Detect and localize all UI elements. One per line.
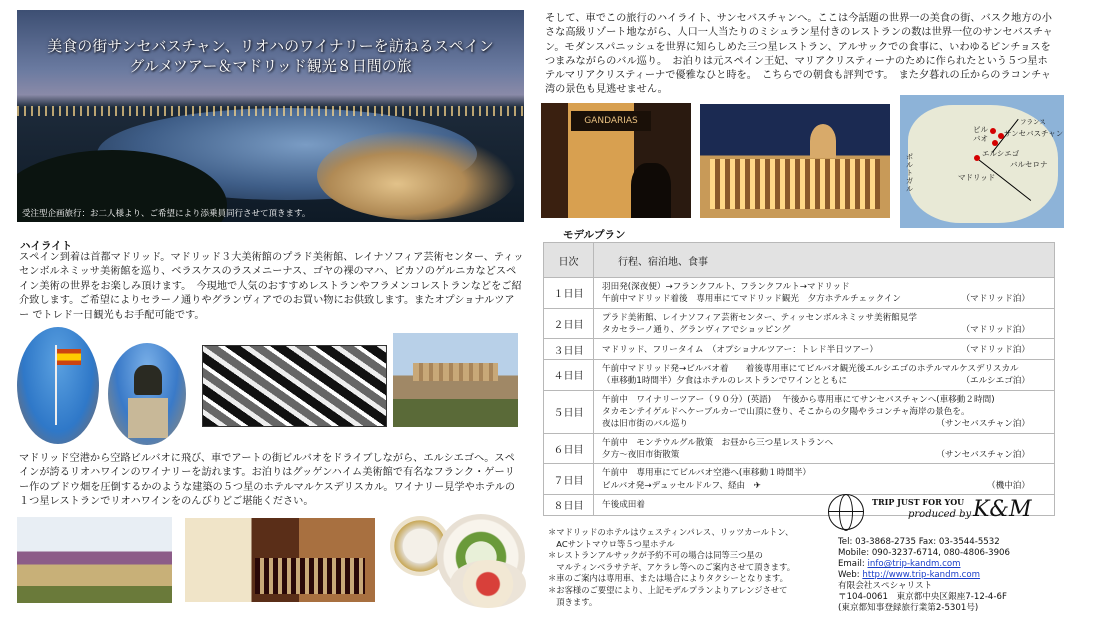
itinerary-text: タカセラーノ通り、グランヴィアでショッピング [602,324,791,335]
hero-note: 受注型企画旅行：お二人様より、ご希望により添乗員同行させて頂きます。 [22,209,311,219]
company-license: (東京都知事登録旅行業第2-5301号) [838,603,979,613]
overnight-stay: （機中泊） [987,480,1030,491]
map-label-sansebastian: サンセバスチャン [1004,129,1064,138]
hero-title-line1: 美食の街サンセバスチャン、リオハのワイナリーを訪ねるスペイン [47,37,494,55]
plan-title: モデルプラン [563,229,626,241]
note-line: ACサントマウロ等５つ星ホテル [548,538,675,549]
itinerary-line [602,418,1048,430]
note-line: ＊お客様のご要望により、上記モデルプランよりアレンジさせて [548,584,788,595]
bilbao-text: マドリッド空港から空路ビルバオに飛び、車でアートの街ビルバオをドライブしながら、エルシエゴへ。スペインが誇るリオハワインのワイナリーを訪れます。お泊りはグッゲンハイム美術館で有名なフランク・ゲーリー作のブドウ畑を圧倒するかのような建築の５つ星のホテルマルケスデリスカル。ワイナリー見学やホテルの１つ星レストランでリオハワインをのんびりどご堪能ください。 [19,453,516,508]
logo-line1: TRIP JUST FOR YOU [872,497,965,507]
map-label-france: フランス [1020,118,1046,126]
bar-sign: GANDARIAS [571,111,651,131]
itinerary-text: 午前中 モンテウルグル散策 お昼から三つ星レストランへ [602,437,834,448]
overnight-stay [1030,394,1048,406]
photo-pintxos-bar [541,103,691,218]
itinerary-line [602,363,1048,375]
note-line: ＊マドリッドのホテルはウェスティンパレス、リッツカールトン、 [548,527,794,537]
day-cell: １日目 [544,278,594,309]
photo-hotel-maria-cristina [700,104,890,218]
day-cell: ７日目 [544,464,594,495]
header-day: 日次 [544,243,594,278]
itinerary-cell [594,433,1055,464]
highlight-body: スペイン到着は首都マドリッド。マドリッド３大美術館のプラド美術館、レイナソフィア芸術センター、ティッセンボルネミッサ美術館を巡り、ベラスケスのラスメニーナス、ゴヤの裸のマハ、ピカソのゲルニカなどスペイン美術の世界をお楽しみ頂けます。 今現地で人気のおすすめレストランやフラメンコレストランなどをご紹介致します。ご希望によりセラーノ通りやグランヴィアでのお買い物にお供致します。またオプショナルツアー でトレド一日観光もお手配可能です。 [19,252,524,321]
logo-mark: K&M [973,497,1032,522]
day-cell: ２日目 [544,308,594,339]
itinerary-text: マドリッド、フリータイム （オプショナルツアー：トレド半日ツアー） [602,344,878,355]
itinerary-line [602,293,1048,305]
map-spain-route [900,95,1064,228]
email-link[interactable]: info@trip-kandm.com [867,559,961,569]
itinerary-line [602,480,1048,492]
hero-photo-san-sebastian [17,10,524,222]
itinerary-cell [594,278,1055,309]
itinerary-line [602,394,1048,406]
itinerary-text: （車移動1時間半）夕食はホテルのレストランでワインとともに [602,376,848,387]
itinerary-text: 夜は旧市街のバル巡り [602,419,688,430]
notes [548,527,795,608]
table-row [544,308,1055,339]
photo-equestrian-statue [108,343,186,445]
itinerary-line [602,375,1048,387]
itinerary-text: プラド美術館、レイナソフィア芸術センター、ティッセンボルネミッサ美術館見学 [602,312,917,323]
itinerary-line [602,467,1048,479]
itinerary-line [602,312,1048,324]
contact-mobile: Mobile: 090-3237-6714, 080-4806-3906 [838,548,1010,558]
map-label-bilbao: ビルバオ [973,125,988,143]
itinerary-line [602,449,1048,461]
sansebastian-text: そして、車でこの旅行のハイライト、サンセバスチャンへ。ここは今話題の世界一の美食の街、バスク地方の小さな高級リゾート地ながら、人口一人当たりのミシュラン星付きのレストランの数は世界一位のサンセバスチャン。モダンスパニッシュを世界に知らしめた三つ星レストラン、アルサックでの食事に、いわゆるピンチョスをつまみながらのバル巡り。 お泊りは元スペイン王妃、マリアクリスティーナのために作られたという５つ星ホテルマリアクリスティーナで優雅なひと時を。 こちらでの朝食も評判です。 また夕暮れの丘からのラコンチャ湾の景色も見逃せません。 [545,13,1053,96]
email-label: Email: [838,559,868,569]
table-header-row [544,243,1055,278]
itinerary-cell [594,339,1055,360]
overnight-stay [1030,437,1048,449]
table-row [544,278,1055,309]
model-plan-table [543,242,1055,516]
itinerary-text: 夕方～夜旧市街散策 [602,449,680,460]
overnight-stay: （サンセバスチャン泊） [936,449,1030,460]
map-label-barcelona: バルセロナ [1010,160,1048,169]
web-label: Web: [838,570,863,580]
photo-guernica [202,345,387,427]
map-label-madrid: マドリッド [958,173,996,182]
web-link[interactable]: http://www.trip-kandm.com [862,570,981,580]
itinerary-text: ビルバオ発→デュッセルドルフ、経由 ✈ [602,480,761,491]
note-line: マルティンベラサテギ、アケラレ等へのご案内させて頂きます。 [548,561,795,572]
day-cell: ３日目 [544,339,594,360]
contact-block [838,537,1010,614]
overnight-stay: （マドリッド泊） [961,344,1030,355]
contact-tel: Tel: 03-3868-2735 Fax: 03-3544-5532 [838,537,1000,547]
photo-wine-cellar [185,518,375,602]
photo-marques-de-riscal [17,517,172,603]
itinerary-cell [594,390,1055,433]
itinerary-line [602,324,1048,336]
table-row [544,360,1055,391]
photo-toledo [393,333,518,427]
itinerary-text: 午後成田着 [602,500,645,511]
itinerary-line [602,281,1048,293]
itinerary-text: 午前中 専用車にてビルバオ空港へ(車移動１時間半） [602,468,812,479]
itinerary-line [602,437,1048,449]
overnight-stay: （サンセバスチャン泊） [936,419,1030,430]
itinerary-line [602,344,1048,356]
globe-icon [828,494,864,530]
map-label-portugal: ポルトガル [906,153,913,193]
day-cell: ５日目 [544,390,594,433]
note-line: ＊レストランアルサックが予約不可の場合は同等三つ星の [548,550,763,561]
itinerary-cell [594,308,1055,339]
overnight-stay: （エルシエゴ泊） [961,376,1030,387]
overnight-stay [1030,281,1048,293]
itinerary-cell [594,464,1055,495]
highlight-heading: ハイライト [20,240,73,252]
itinerary-line [602,406,1048,418]
table-row [544,339,1055,360]
itinerary-text: 羽田発(深夜便）→フランクフルト、フランクフルト→マドリッド [602,282,850,292]
overnight-stay [1030,406,1048,418]
trip-kandm-logo [828,494,1054,532]
itinerary-text: 午前中マドリッド着後 専用車にてマドリッド観光 夕方ホテルチェックイン [602,294,901,305]
itinerary-text: 午前中 ワイナリーツアー（９０分）(英語) 午後から専用車にてサンセバスチャンへ(車移動２時間) [602,394,995,405]
table-row [544,390,1055,433]
photo-spanish-flag [17,327,99,444]
overnight-stay [1030,467,1048,479]
overnight-stay [1030,363,1048,375]
hero-title-line2: グルメツアー＆マドリッド観光８日間の旅 [129,57,412,75]
company-address: 〒104-0061 東京都中央区銀座7-12-4-6F [838,592,1007,602]
note-line: 頂きます。 [548,596,598,607]
overnight-stay: （マドリッド泊） [961,294,1030,305]
itinerary-text: 午前中マドリッド発→ビルバオ着 着後専用車にてビルバオ観光後エルシエゴのホテルマルケスデリスカル [602,364,1019,375]
overnight-stay: （マドリッド泊） [961,324,1030,335]
map-label-elciego: エルシエゴ [982,149,1020,158]
logo-line2: produced by [908,509,972,520]
day-cell: ４日目 [544,360,594,391]
photo-dish-plate [450,560,526,608]
note-line: ＊車のご案内は専用車、または場合によりタクシーとなります。 [548,573,788,584]
header-desc: 行程、宿泊地、食事 [594,243,1055,278]
table-row [544,433,1055,464]
day-cell: ８日目 [544,494,594,515]
itinerary-cell [594,360,1055,391]
table-row [544,464,1055,495]
company-name: 有限会社スペシャリスト [838,581,933,591]
itinerary-text: タカモンテイゲルドへケーブルカーで山頂に登り、そこからの夕陽やラコンチャ海岸の景色を。 [602,407,970,418]
day-cell: ６日目 [544,433,594,464]
overnight-stay [1030,312,1048,324]
